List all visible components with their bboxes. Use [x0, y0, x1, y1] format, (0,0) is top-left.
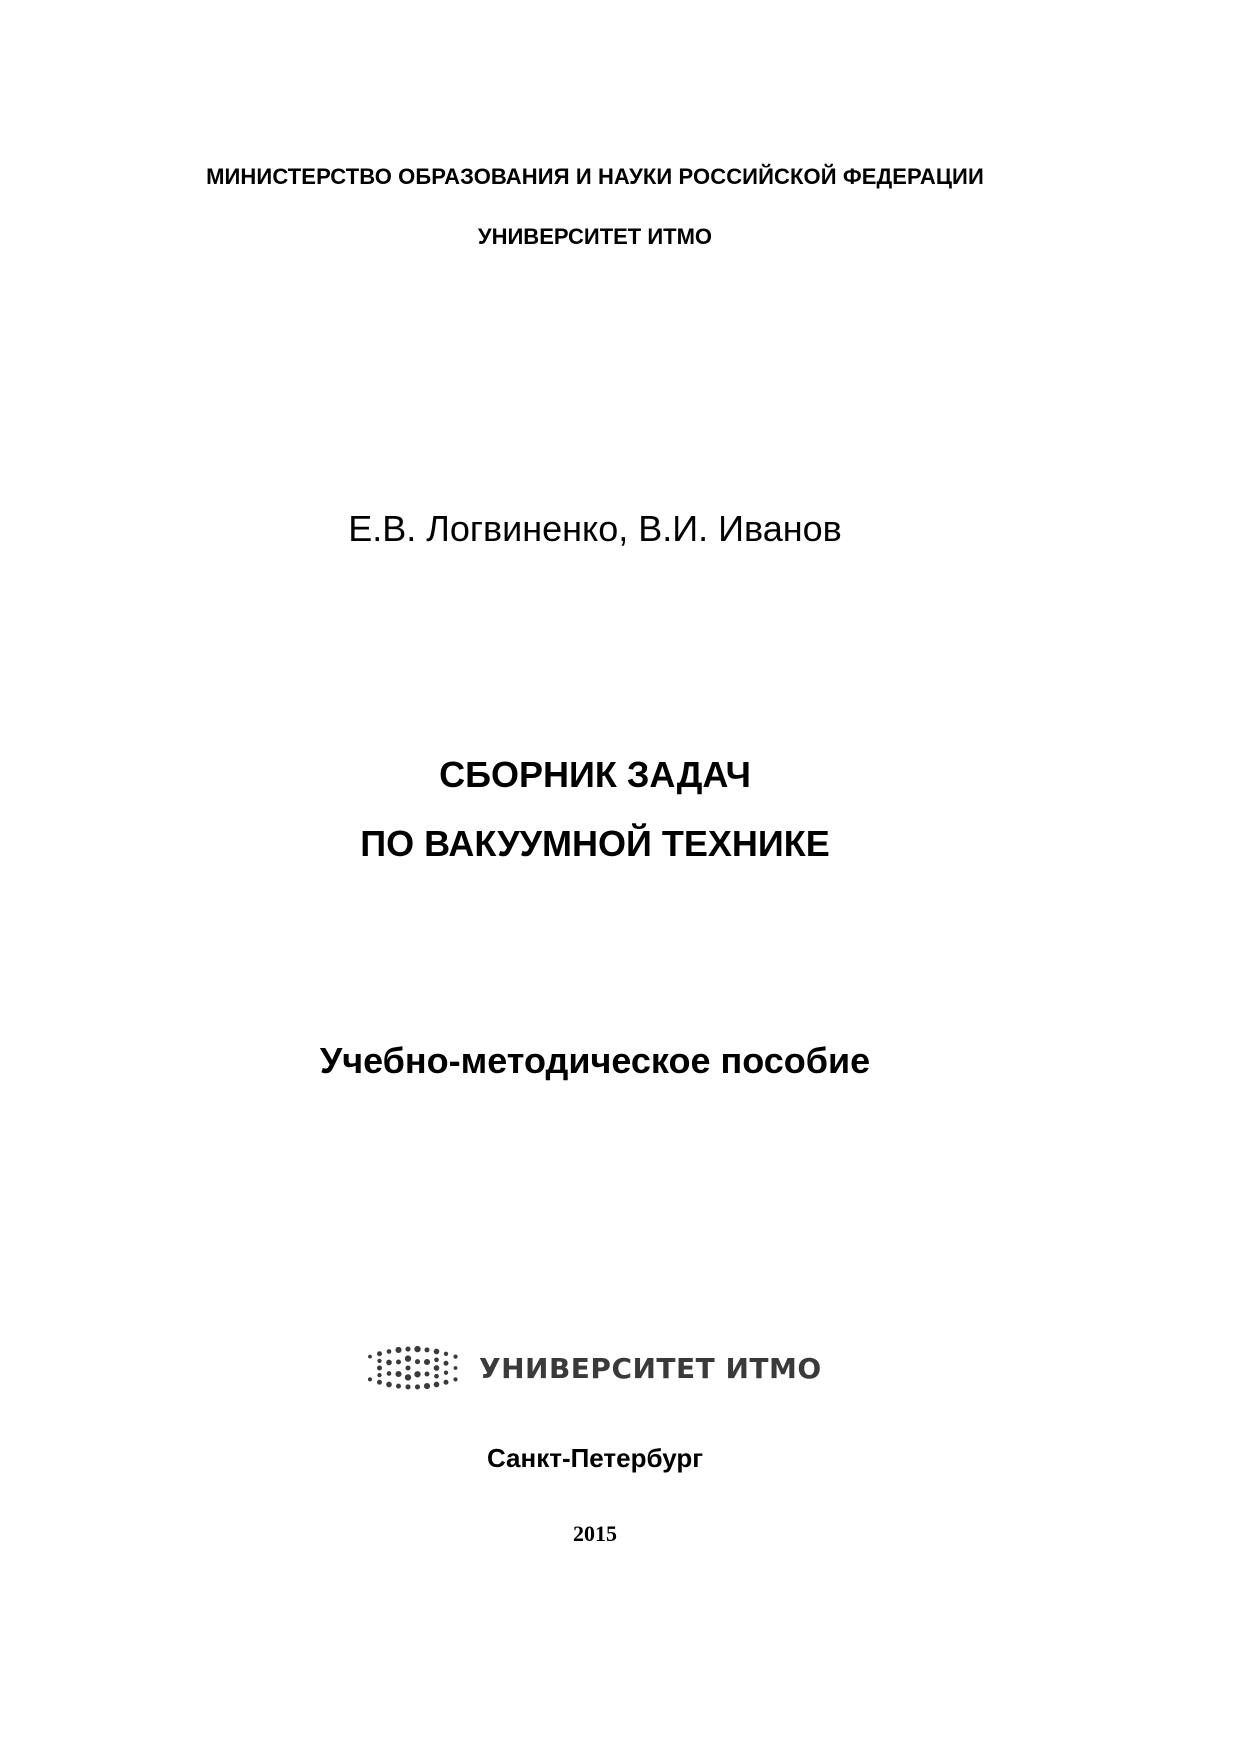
logo-dot — [444, 1361, 449, 1366]
logo-dot — [425, 1347, 430, 1352]
logo-dot — [453, 1377, 457, 1381]
logo-dot — [444, 1371, 448, 1375]
logo-dot — [395, 1371, 401, 1377]
logo-dot — [405, 1347, 410, 1352]
logo-dot — [414, 1371, 420, 1377]
city: Санкт-Петербург — [486, 1443, 704, 1473]
logo-dot — [386, 1360, 392, 1366]
logo-dot — [377, 1373, 381, 1377]
logo-dot — [425, 1372, 430, 1377]
logo-dot — [434, 1349, 440, 1355]
logo-dot — [405, 1384, 410, 1389]
logo-dot — [434, 1357, 439, 1362]
logo-dot — [444, 1380, 449, 1385]
logo-dot — [415, 1384, 420, 1389]
logo-dot — [377, 1366, 382, 1371]
logo-dot — [368, 1377, 372, 1381]
logo-dot — [395, 1347, 401, 1353]
logo-dot — [405, 1355, 411, 1361]
logo-dot — [424, 1383, 430, 1389]
title-line-2: ПО ВАКУУМНОЙ ТЕХНИКЕ — [360, 823, 830, 864]
year: 2015 — [573, 1521, 617, 1546]
logo-dot — [453, 1355, 457, 1359]
logo-dot — [434, 1382, 440, 1388]
logo-dot — [405, 1374, 411, 1380]
ministry-heading: МИНИСТЕРСТВО ОБРАЗОВАНИЯ И НАУКИ РОССИЙСКОЙ ФЕДЕРАЦИИ — [206, 164, 984, 189]
logo-dot — [386, 1382, 392, 1388]
logo-dot — [377, 1351, 382, 1356]
university-heading: УНИВЕРСИТЕТ ИТМО — [477, 224, 713, 249]
itmo-logo — [365, 1340, 822, 1396]
logo-dot — [415, 1359, 420, 1364]
logo-dot — [405, 1365, 410, 1370]
logo-dot — [387, 1371, 392, 1376]
itmo-dots-logo-icon — [365, 1340, 465, 1396]
logo-dot — [454, 1366, 458, 1370]
logo-text: УНИВЕРСИТЕТ ИТМО — [479, 1351, 822, 1385]
logo-dot — [396, 1360, 401, 1365]
logo-dot — [444, 1352, 448, 1356]
title-line-1: СБОРНИК ЗАДАЧ — [439, 754, 751, 795]
logo-dot — [377, 1359, 381, 1363]
logo-dot — [434, 1365, 440, 1371]
logo-dot — [396, 1384, 401, 1389]
logo-dot — [434, 1374, 439, 1379]
logo-dot — [368, 1355, 372, 1359]
logo-dot — [377, 1380, 382, 1385]
logo-dot — [424, 1359, 430, 1365]
logo-dot — [414, 1346, 420, 1352]
subtitle: Учебно-методическое пособие — [319, 1040, 871, 1081]
logo-dot — [387, 1349, 392, 1354]
authors: Е.В. Логвиненко, В.И. Иванов — [348, 508, 842, 549]
